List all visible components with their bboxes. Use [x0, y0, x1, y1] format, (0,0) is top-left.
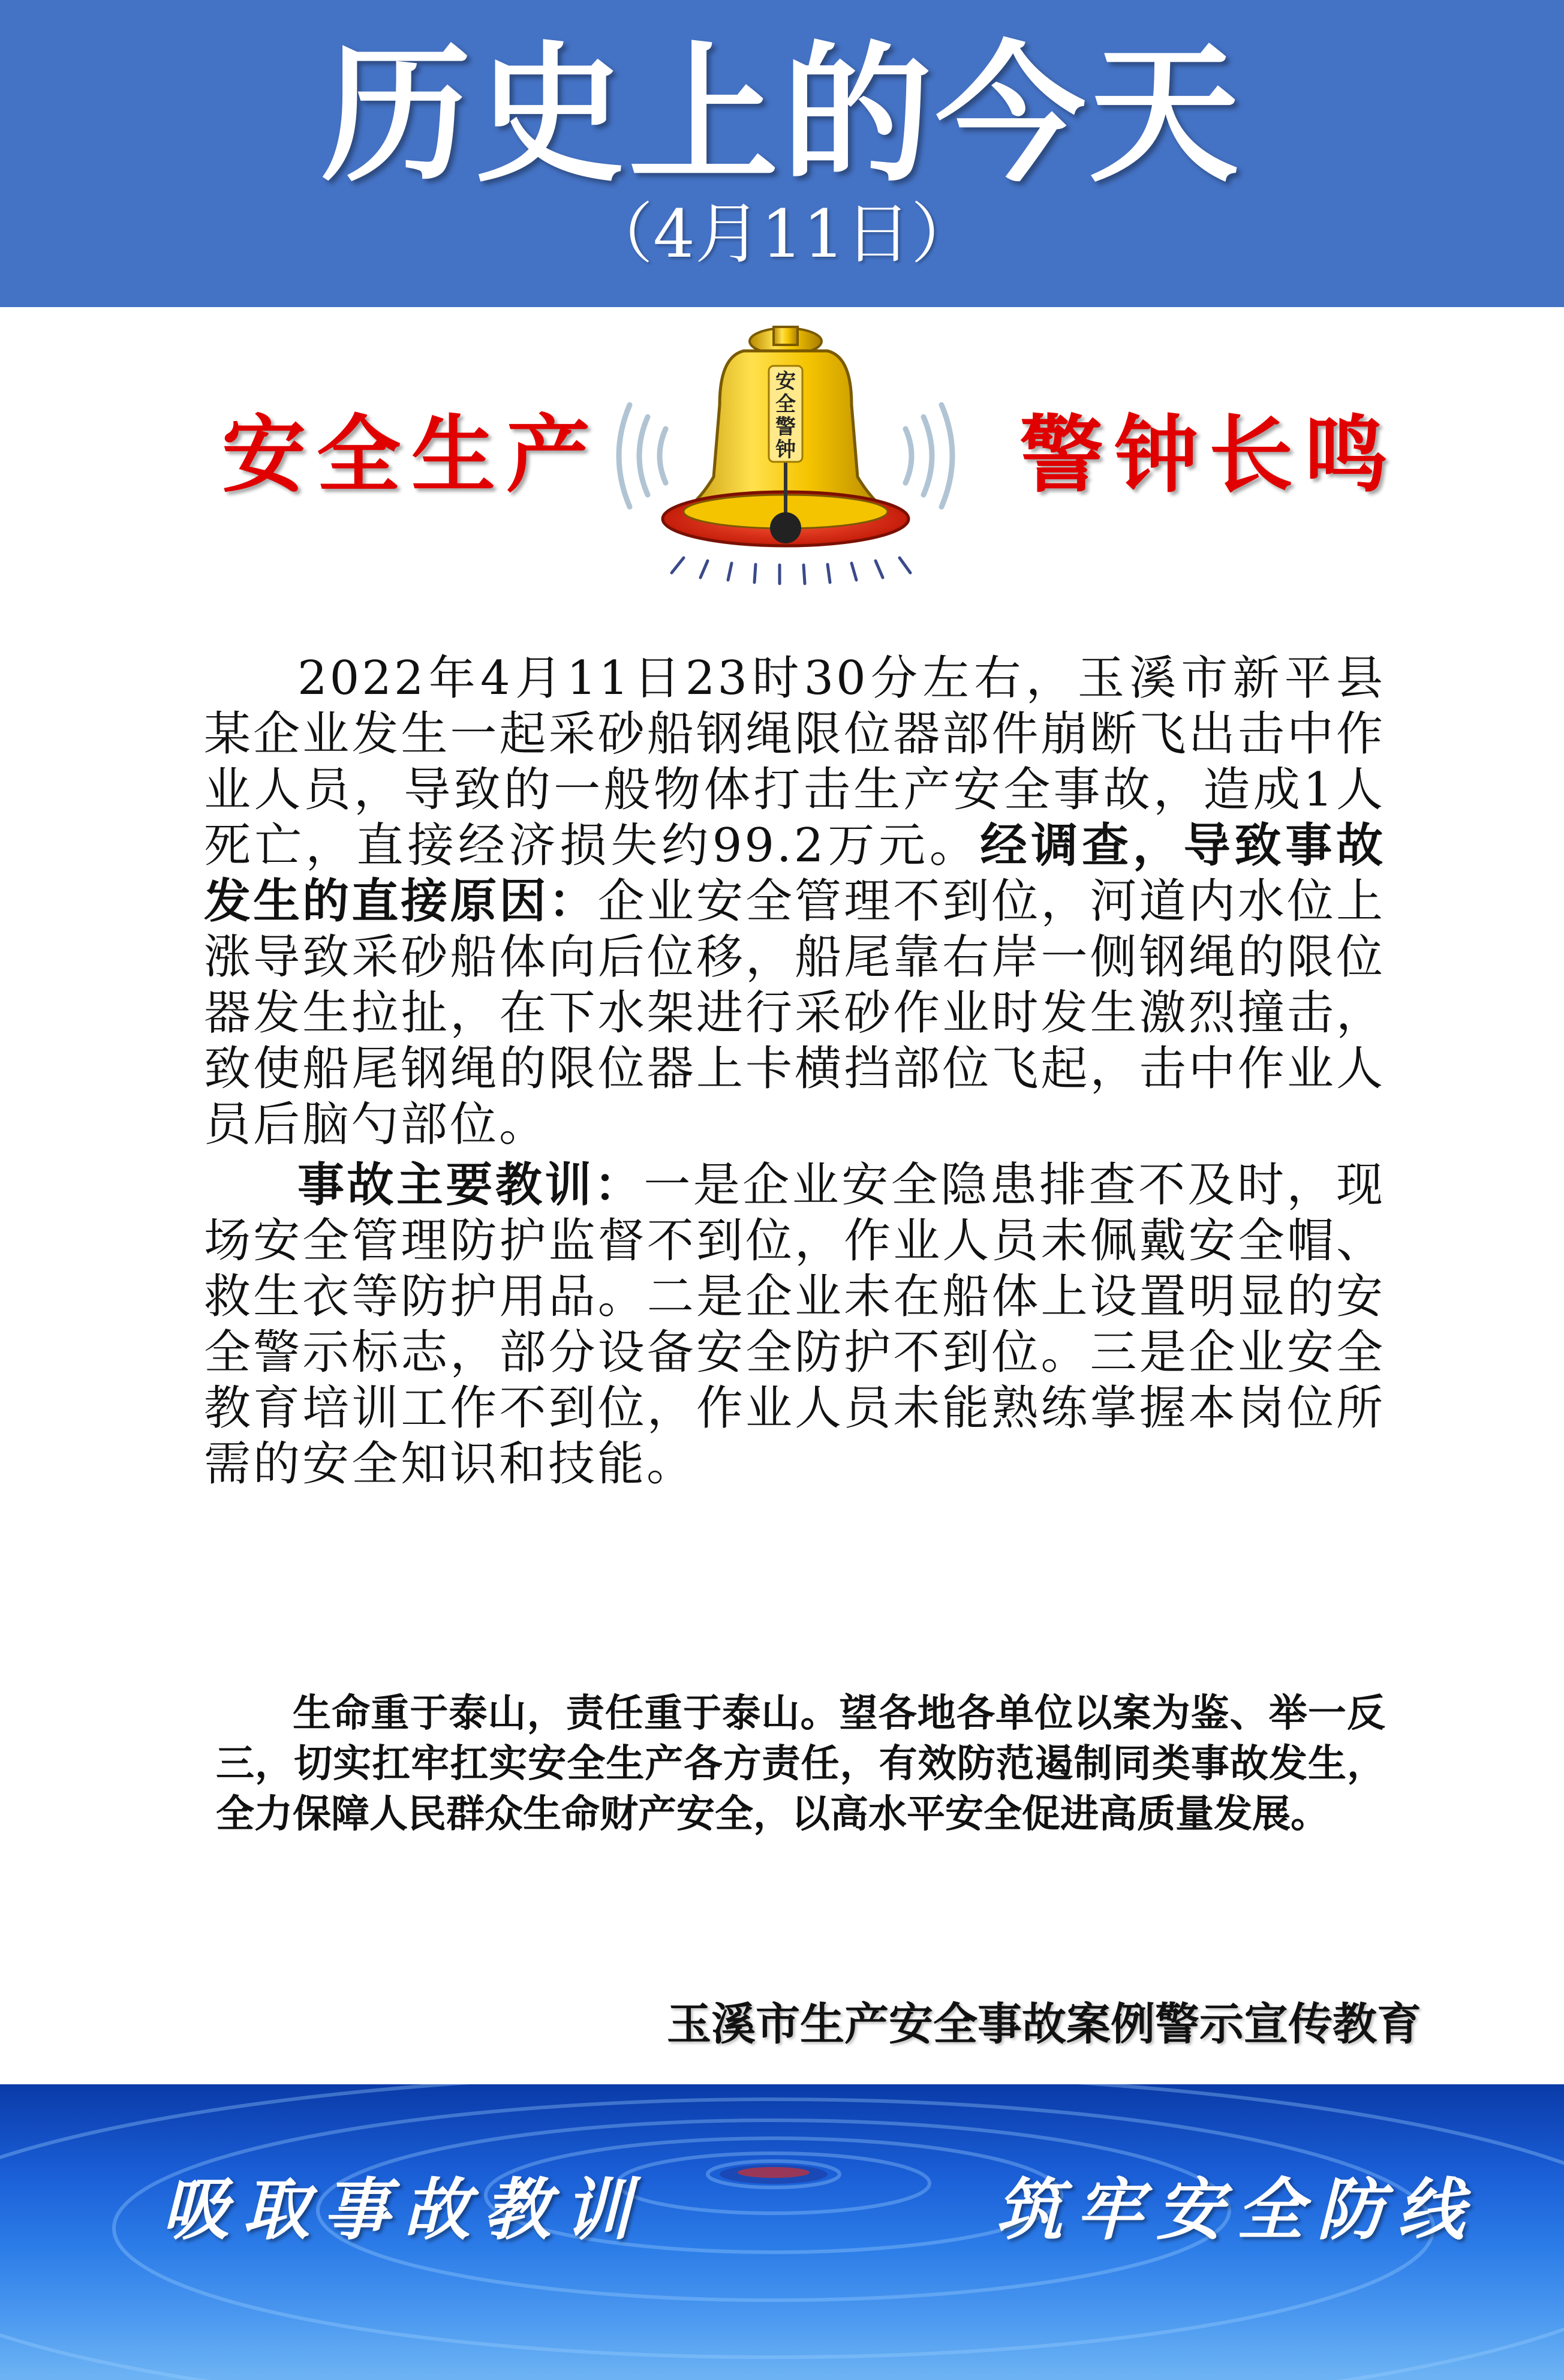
bell-label-char: 安 — [775, 369, 796, 393]
slogan-right: 警钟长鸣 — [1019, 407, 1399, 504]
footer-slogan-right: 筑牢安全防线 — [995, 2171, 1478, 2249]
footer-slogan-left: 吸取事故教训 — [162, 2171, 644, 2249]
header-banner — [0, 0, 1564, 307]
p2-bold: 事故主要教训： — [297, 1158, 644, 1212]
closing-paragraph: 生命重于泰山，责任重于泰山。望各地各单位以案为鉴、举一反三，切实扛牢扛实安全生产各方责任，有效防范遏制同类事故发生，全力保障人民群众生命财产安全，以高水平安全促进高质量发展。 — [216, 1691, 1385, 1837]
footer-banner — [0, 2084, 1564, 2380]
article-paragraph-1 — [204, 651, 1385, 1153]
bell-icon — [600, 321, 972, 594]
bell-label-char: 警 — [775, 415, 796, 439]
bell-label — [771, 370, 800, 461]
slogan-left: 安全生产 — [222, 407, 601, 504]
p1-rest: 企业安全管理不到位，河道内水位上涨导致采砂船体向后位移，船尾靠右岸一侧钢绳的限位器发生拉扯，在下水架进行采砂作业时发生激烈撞击，致使船尾钢绳的限位器上卡横挡部位飞起，击中作业人员后脑勺部位。 — [204, 875, 1385, 1152]
page-date: （4月11日） — [587, 196, 977, 272]
page-title: 历史上的今天 — [321, 26, 1243, 202]
p2-rest: 一是企业安全隐患排查不及时，现场安全管理防护监督不到位，作业人员未佩戴安全帽、救生衣等防护用品。二是企业未在船体上设置明显的安全警示标志，部分设备安全防护不到位。三是企业安全教育培训工作不到位，作业人员未能熟练掌握本岗位所需的安全知识和技能。 — [204, 1158, 1385, 1491]
p1-bold: 经调查，导致事故发生的直接原因： — [204, 819, 1385, 928]
bell-label-char: 钟 — [775, 438, 796, 462]
article-paragraph-2 — [204, 1158, 1385, 1492]
signature: 玉溪市生产安全事故案例警示宣传教育 — [667, 1999, 1421, 2050]
article-body — [204, 651, 1385, 1497]
bell-label-char: 全 — [775, 392, 796, 416]
p1-text: 2022年4月11日23时30分左右，玉溪市新平县某企业发生一起采砂船钢绳限位器部件崩断飞出击中作业人员，导致的一般物体打击生产安全事故，造成1人死亡，直接经济损失约99.2万元。 — [204, 651, 1385, 873]
